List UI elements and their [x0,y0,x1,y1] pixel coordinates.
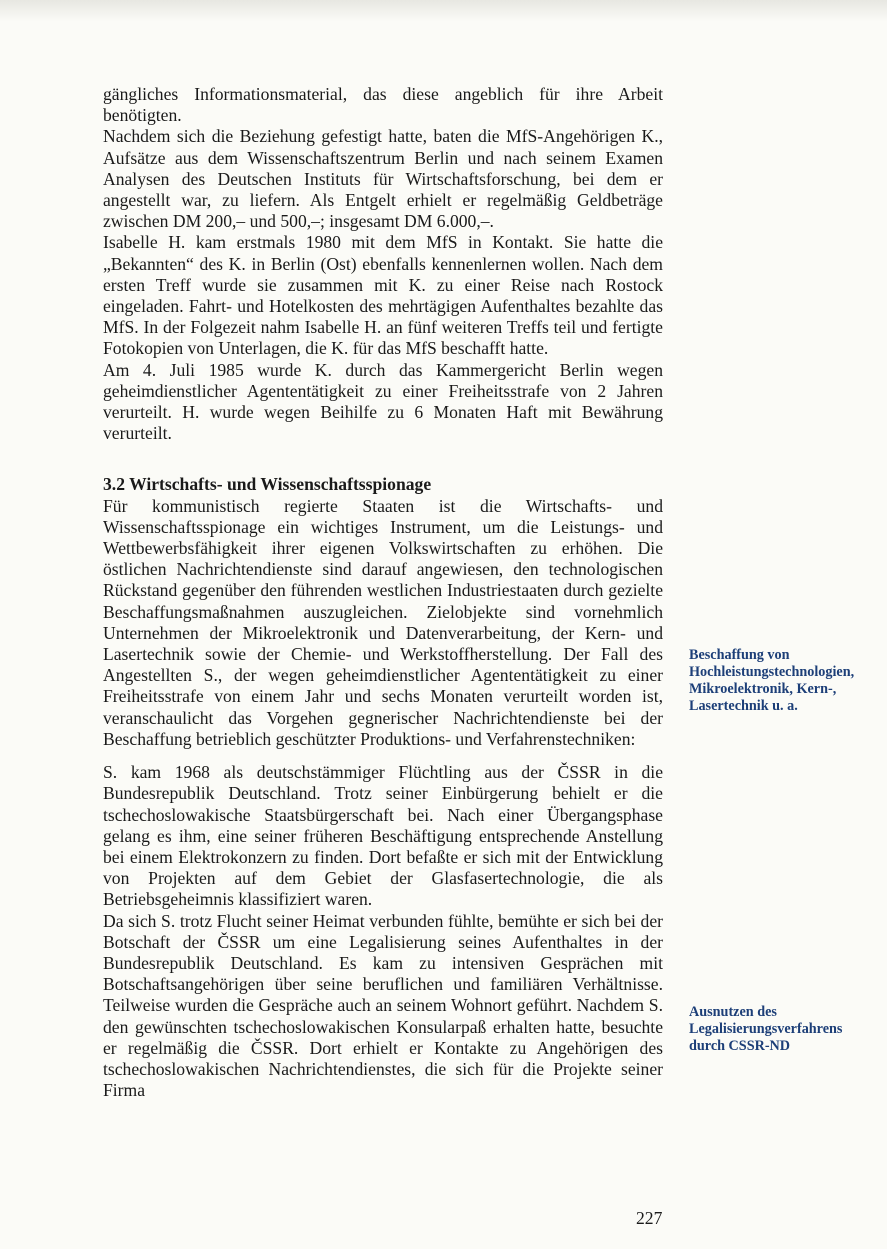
paragraph: Am 4. Juli 1985 wurde K. durch das Kammergericht Berlin wegen geheimdienstlicher Agententätigkeit zu einer Freiheitsstrafe von 2 Jahren verurteilt. H. wurde wegen Beihilfe zu 6 Monaten Haft mit Bewährung verurteilt. [103,359,663,444]
paragraph: S. kam 1968 als deutschstämmiger Flüchtling aus der ČSSR in die Bundesrepublik Deutschland. Trotz seiner Einbürgerung behielt er die tschechoslowakische Staatsbürgerschaft bei. Nach einer Übergangsphase gelang es ihm, eine seiner früheren Beschäftigung entsprechende Anstellung bei einem Elektrokonzern zu finden. Dort befaßte er sich mit der Entwicklung von Projekten auf dem Gebiet der Glasfasertechnologie, die als Betriebsgeheimnis klassifiziert waren. [103,762,663,910]
page-number: 227 [636,1208,663,1228]
paragraph: gängliches Informationsmaterial, das diese angeblich für ihre Arbeit benötigten. [103,84,663,126]
margin-note: Ausnutzen des Legalisierungsverfahrens durch CSSR-ND [689,1004,843,1054]
main-text-column [103,84,663,1101]
paragraph: Da sich S. trotz Flucht seiner Heimat verbunden fühlte, bemühte er sich bei der Botschaft der ČSSR um eine Legalisierung seines Aufenthaltes in der Bundesrepublik Deutschland. Es kam zu intensiven Gesprächen mit Botschaftsangehörigen über seine beruflichen und familiären Verhältnisse. Teilweise wurden die Gespräche auch an seinem Wohnort geführt. Nachdem S. den gewünschten tschechoslowakischen Konsularpaß erhalten hatte, besuchte er regelmäßig die ČSSR. Dort erhielt er Kontakte zu Angehörigen des tschechoslowakischen Nachrichtendienstes, die sich für die Projekte seiner Firma [103,910,663,1101]
paragraph: Für kommunistisch regierte Staaten ist die Wirtschafts- und Wissenschaftsspionage ein wichtiges Instrument, um die Leistungs- und Wettbewerbsfähigkeit ihrer eigenen Volkswirtschaften zu erhöhen. Die östlichen Nachrichtendienste sind darauf angewiesen, den technologischen Rückstand gegenüber den führenden westlichen Industriestaaten durch gezielte Beschaffungsmaßnahmen auszugleichen. Zielobjekte sind vornehmlich Unternehmen der Mikroelektronik und Datenverarbeitung, der Kern- und Lasertechnik sowie der Chemie- und Werkstoffherstellung. Der Fall des Angestellten S., der wegen geheimdienstlicher Agententätigkeit zu einer Freiheitsstrafe von einem Jahr und sechs Monaten verurteilt worden ist, veranschaulicht das Vorgehen gegnerischer Nachrichtendienste bei der Beschaffung betrieblich geschützter Produktions- und Verfahrenstechniken: [103,495,663,749]
paragraph: Isabelle H. kam erstmals 1980 mit dem MfS in Kontakt. Sie hatte die „Bekannten“ des K. in Berlin (Ost) ebenfalls kennenlernen wollen. Nach dem ersten Treff wurde sie zusammen mit K. zu einer Reise nach Rostock eingeladen. Fahrt- und Hotelkosten des mehrtägigen Aufenthaltes bezahlte das MfS. In der Folgezeit nahm Isabelle H. an fünf weiteren Treffs teil und fertigte Fotokopien von Unterlagen, die K. für das MfS beschafft hatte. [103,232,663,359]
paragraph: Nachdem sich die Beziehung gefestigt hatte, baten die MfS-Angehörigen K., Aufsätze aus dem Wissenschaftszentrum Berlin und nach seinem Examen Analysen des Deutschen Instituts für Wirtschaftsforschung, bei dem er angestellt war, zu liefern. Als Entgelt erhielt er regelmäßig Geldbeträge zwischen DM 200,– und 500,–; insgesamt DM 6.000,–. [103,126,663,232]
margin-note: Beschaffung von Hochleistungstechnologien, Mikroelektronik, Kern-, Lasertechnik u. a. [689,647,855,714]
section-heading: 3.2 Wirtschafts- und Wissenschaftsspionage [103,474,432,495]
